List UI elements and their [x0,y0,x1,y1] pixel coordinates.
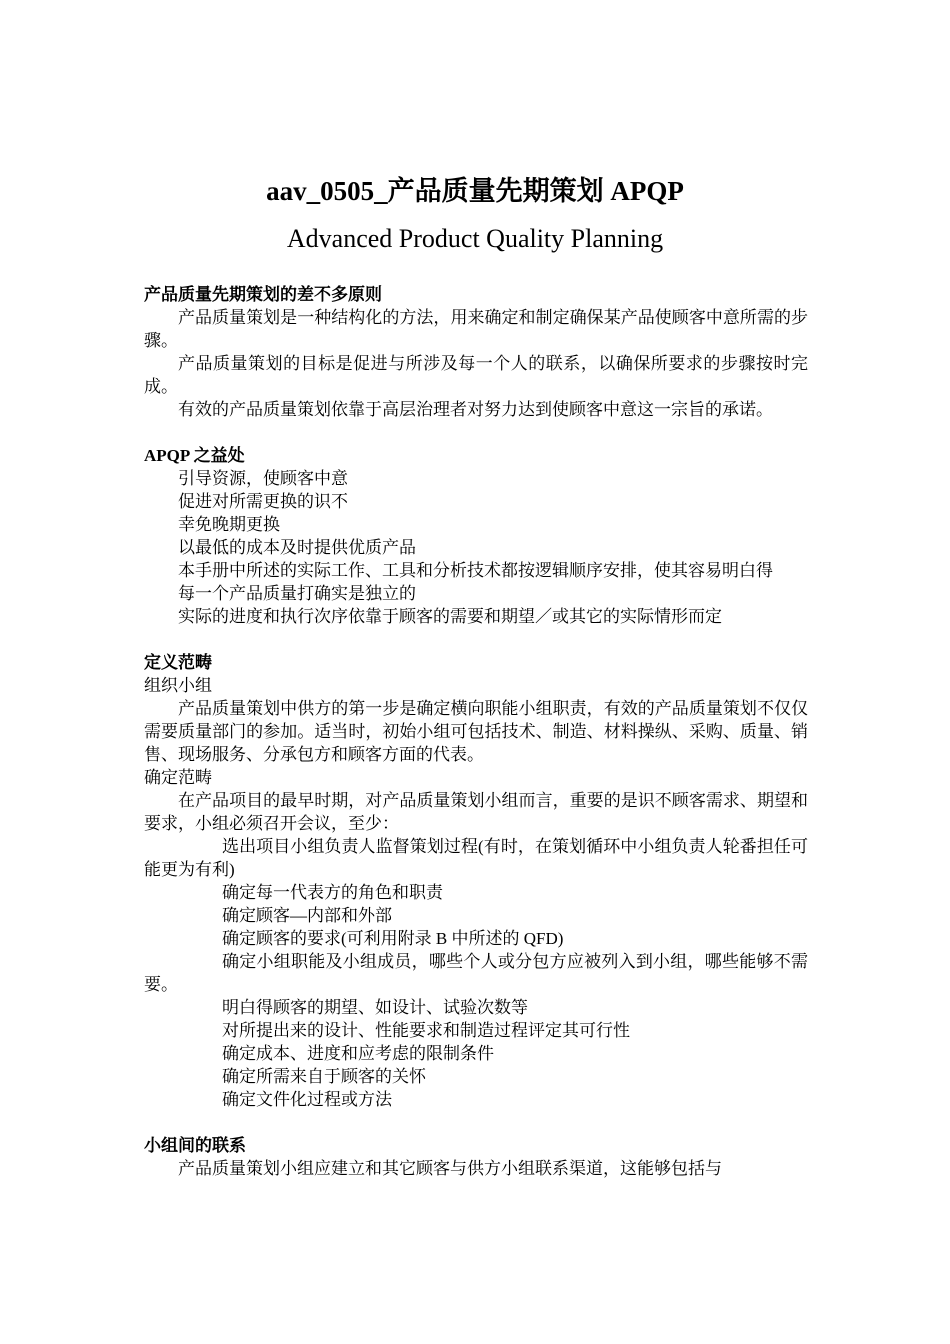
subheading-team: 组织小组 [144,676,212,695]
list-item: 确定文件化过程或方法 [222,1090,392,1109]
list-item: 确定小组职能及小组成员，哪些个人或分包方应被列入到小组，哪些能够不需要。 [144,952,808,994]
subheading-scope: 确定范畴 [144,768,212,787]
section-heading-benefits: APQP 之益处 [144,446,245,465]
list-item: 本手册中所述的实际工作、工具和分析技术都按逻辑顺序安排，使其容易明白得 [178,561,773,580]
document-body [144,283,808,1180]
list-item: 确定顾客的要求(可利用附录 B 中所述的 QFD) [222,929,564,948]
list-item: 确定每一代表方的角色和职责 [222,883,443,902]
document-subtitle: Advanced Product Quality Planning [286,224,664,253]
paragraph: 有效的产品质量策划依靠于高层治理者对努力达到使顾客中意这一宗旨的承诺。 [178,400,773,419]
list-item: 确定顾客—内部和外部 [222,906,392,925]
section-heading-principles: 产品质量先期策划的差不多原则 [144,285,382,304]
list-item: 引导资源，使顾客中意 [178,469,348,488]
document-title: aav_0505_产品质量先期策划 APQP [266,176,684,206]
list-item: 明白得顾客的期望、如设计、试验次数等 [222,998,528,1017]
list-item: 确定所需来自于顾客的关怀 [222,1067,426,1086]
list-item: 对所提出来的设计、性能要求和制造过程评定其可行性 [222,1021,630,1040]
list-item: 选出项目小组负责人监督策划过程(有时，在策划循环中小组负责人轮番担任可能更为有利) [144,837,808,879]
section-heading-liaison: 小组间的联系 [144,1136,246,1155]
paragraph: 产品质量策划小组应建立和其它顾客与供方小组联系渠道，这能够包括与 [178,1159,722,1178]
list-item: 以最低的成本及时提供优质产品 [178,538,416,557]
section-heading-scope: 定义范畴 [144,653,212,672]
list-item: 促进对所需更换的识不 [178,492,348,511]
list-item: 实际的进度和执行次序依靠于顾客的需要和期望／或其它的实际情形而定 [178,607,722,626]
list-item: 确定成本、进度和应考虑的限制条件 [222,1044,494,1063]
paragraph: 在产品项目的最早时期，对产品质量策划小组而言，重要的是识不顾客需求、期望和要求，小组必须召开会议，至少： [144,791,808,833]
paragraph: 产品质量策划中供方的第一步是确定横向职能小组职责，有效的产品质量策划不仅仅需要质量部门的参加。适当时，初始小组可包括技术、制造、材料操纵、采购、质量、销售、现场服务、分承包方和顾客方面的代表。 [144,699,808,764]
list-item: 幸免晚期更换 [178,515,280,534]
paragraph: 产品质量策划是一种结构化的方法，用来确定和制定确保某产品使顾客中意所需的步骤。 [144,308,808,350]
list-item: 每一个产品质量打确实是独立的 [178,584,416,603]
paragraph: 产品质量策划的目标是促进与所涉及每一个人的联系，以确保所要求的步骤按时完成。 [144,354,808,396]
